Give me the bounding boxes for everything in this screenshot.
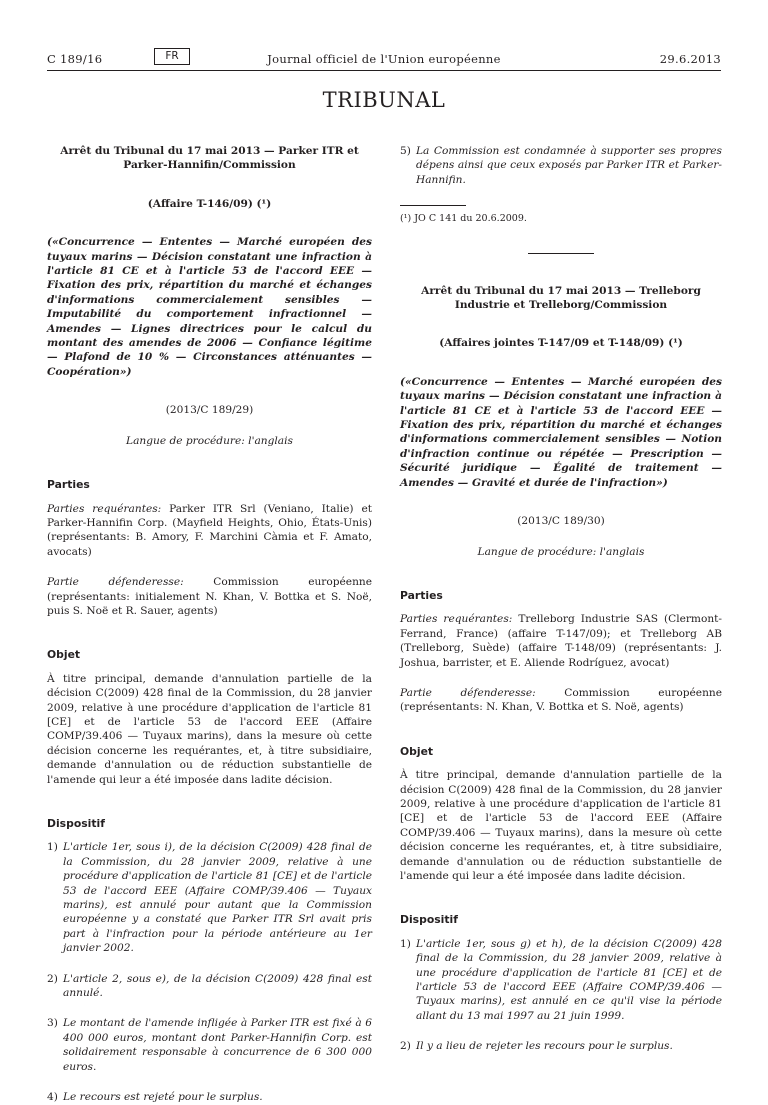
procedure-language: Langue de procédure: l'anglais <box>126 434 293 447</box>
parties-heading: Parties <box>47 478 90 492</box>
defendant-label: Partie défenderesse: <box>47 576 184 589</box>
operative-item <box>47 840 372 955</box>
applicants-label: Parties requérantes: <box>47 502 162 515</box>
footnote: (¹) JO C 141 du 20.6.2009. <box>400 213 527 225</box>
section-title: TRIBUNAL <box>322 88 446 112</box>
publication-date: 29.6.2013 <box>659 52 721 66</box>
operative-item <box>400 1039 722 1053</box>
item-text: Le recours est rejeté pour le surplus. <box>63 1091 263 1104</box>
footnote-divider <box>400 205 466 206</box>
item-text: L'article 2, sous e), de la décision C(2009) 428 final est annulé. <box>63 972 372 1000</box>
operative-item <box>47 972 372 1001</box>
applicants-label: Parties requérantes: <box>400 613 513 626</box>
operative-item <box>47 1090 372 1104</box>
article-separator <box>528 253 594 254</box>
item-number: 4) <box>47 1091 58 1104</box>
defendant-text: Commission européenne (représentants: N. Khan, V. Bottka et S. Noë, agents) <box>400 686 722 714</box>
case-reference: (2013/C 189/29) <box>165 404 254 417</box>
operative-item <box>400 937 722 1023</box>
item-text: Il y a lieu de rejeter les recours pour le surplus. <box>416 1040 673 1053</box>
case-reference: (2013/C 189/30) <box>517 515 605 528</box>
item-number: 2) <box>47 972 58 985</box>
page-reference: C 189/16 <box>47 52 103 66</box>
operative-item <box>47 1016 372 1074</box>
item-text: L'article 1er, sous i), de la décision C(2009) 428 final de la Commission, du 28 janvier 2009, relative à une procédure d'application de l'article 81 [CE] et de l'article 53 de l'accord EEE (Affaire COMP/39.406 — Tuyaux marins), est annulé pour autant que la Commission européenne y a constaté que Parker ITR Srl avait pris part à l'infraction pour la période antérieure au 1er janvier 2002. <box>63 841 372 955</box>
item-text: Le montant de l'amende infligée à Parker ITR est fixé à 6 400 000 euros, montant dont Parker-Hannifin Corp. est solidairement responsable à concurrence de 6 300 000 euros. <box>63 1017 372 1073</box>
operative-heading: Dispositif <box>47 817 105 830</box>
language-badge: FR <box>154 48 190 65</box>
item-text: L'article 1er, sous g) et h), de la décision C(2009) 428 final de la Commission, du 28 janvier 2009, relative à une procédure d'application de l'article 81 [CE] et de l'article 53 de l'accord EEE (Affaire COMP/39.406 — Tuyaux marins), est annulé en ce qu'il vise la période allant du 13 mai 1997 au 21 juin 1999. <box>416 937 722 1022</box>
item-text: La Commission est condamnée à supporter ses propres dépens ainsi que ceux exposés par Parker ITR et Parker-Hannifin. <box>416 145 722 186</box>
item-number: 2) <box>400 1040 411 1053</box>
operative-item <box>400 144 722 187</box>
case-keywords: («Concurrence — Ententes — Marché européen des tuyaux marins — Décision constatant une infraction à l'article 81 CE et à l'article 53 de l'accord EEE — Fixation des prix, répartition du marché et échanges d'informations commercialement sensibles — Imputabilité du comportement infractionnel — Amendes — Lignes directrices pour le calcul du montant des amendes de 2006 — Confiance légitime — Plafond de 10 % — Circonstances atténuantes — Coopération») <box>47 236 372 378</box>
item-number: 3) <box>47 1017 58 1030</box>
operative-heading: Dispositif <box>400 913 458 927</box>
judgment-title: Arrêt du Tribunal du 17 mai 2013 — Trelleborg Industrie et Trelleborg/Commission <box>421 284 701 312</box>
item-number: 1) <box>400 937 411 950</box>
item-number: 5) <box>400 145 411 157</box>
object-heading: Objet <box>400 744 434 758</box>
applicants-paragraph <box>47 502 372 560</box>
defendant-text: Commission européenne (représentants: initialement N. Khan, V. Bottka et S. Noë, puis S. Noë et R. Sauer, agents) <box>47 576 372 617</box>
left-column <box>47 144 372 1105</box>
case-number: (Affaires jointes T-147/09 et T-148/09) (¹) <box>439 337 683 350</box>
item-number: 1) <box>47 841 58 854</box>
applicants-text: Parker ITR Srl (Veniano, Italie) et Parker-Hannifin Corp. (Mayfield Heights, Ohio, États-Unis) (représentants: B. Amory, F. Marchini Càmia et F. Amato, avocats) <box>47 502 372 558</box>
object-text: À titre principal, demande d'annulation partielle de la décision C(2009) 428 final de la Commission, du 28 janvier 2009, relative à une procédure d'application de l'article 81 [CE] et de l'article 53 de l'accord EEE (Affaire COMP/39.406 — Tuyaux marins), dans la mesure où cette décision concerne les requérantes, et, à titre subsidiaire, demande d'annulation ou de réduction substantielle de l'amende qui leur a été imposée dans ladite décision. <box>400 769 722 882</box>
right-column <box>400 144 722 1054</box>
applicants-paragraph <box>400 612 722 670</box>
journal-title: Journal officiel de l'Union européenne <box>267 52 501 66</box>
defendant-paragraph <box>47 575 372 618</box>
case-keywords: («Concurrence — Ententes — Marché européen des tuyaux marins — Décision constatant une infraction à l'article 81 CE et à l'article 53 de l'accord EEE — Fixation des prix, répartition du marché et échanges d'informations commercialement sensibles — Notion d'infraction continue ou répétée — Prescription — Sécurité juridique — Égalité de traitement — Amendes — Gravité et durée de l'infraction») <box>400 375 722 489</box>
applicants-text: Trelleborg Industrie SAS (Clermont-Ferrand, France) (affaire T-147/09); et Trelleborg AB (Trelleborg, Suède) (affaire T-148/09) (représentants: J. Joshua, barrister, et E. Aliende Rodríguez, avocat) <box>400 613 722 669</box>
object-text: À titre principal, demande d'annulation partielle de la décision C(2009) 428 final de la Commission, du 28 janvier 2009, relative à une procédure d'application de l'article 81 [CE] et de l'article 53 de l'accord EEE (Affaire COMP/39.406 — Tuyaux marins), dans la mesure où cette décision concerne les requérantes, et, à titre subsidiaire, demande d'annulation ou de réduction substantielle de l'amende qui leur a été imposée dans ladite décision. <box>47 672 372 786</box>
header-divider <box>47 70 721 71</box>
case-number: (Affaire T-146/09) (¹) <box>147 197 272 210</box>
defendant-label: Partie défenderesse: <box>400 686 536 699</box>
judgment-title: Arrêt du Tribunal du 17 mai 2013 — Parker ITR et Parker-Hannifin/Commission <box>60 145 359 172</box>
parties-heading: Parties <box>400 588 443 602</box>
defendant-paragraph <box>400 686 722 715</box>
object-heading: Objet <box>47 648 81 662</box>
procedure-language: Langue de procédure: l'anglais <box>477 545 645 558</box>
